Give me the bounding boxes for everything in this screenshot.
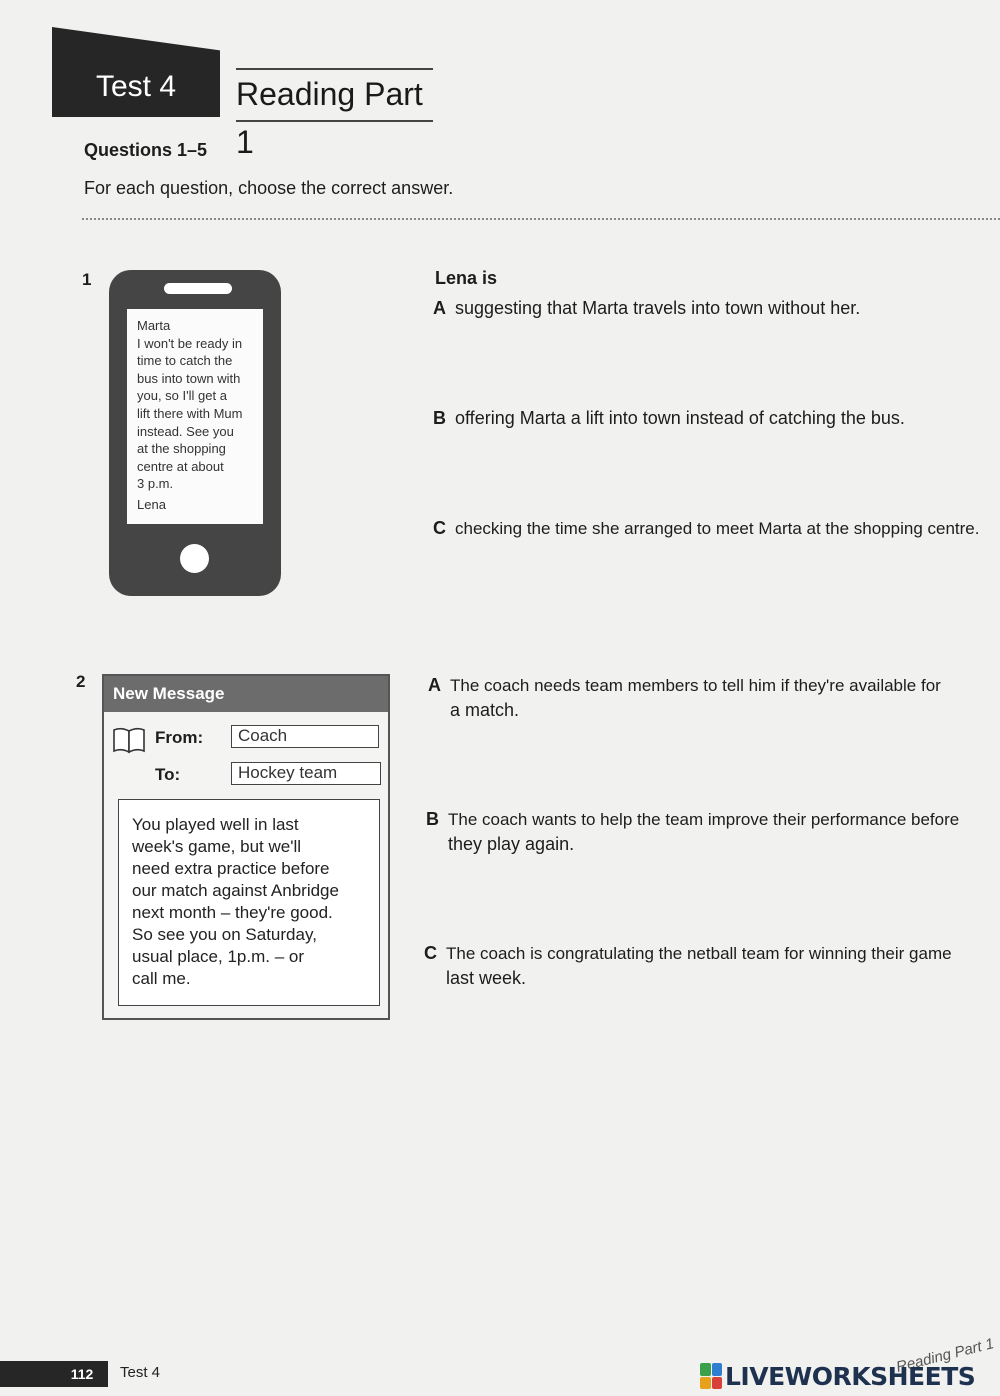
option-letter: C xyxy=(433,518,446,538)
page-number: 112 xyxy=(70,1366,94,1382)
phone-speaker xyxy=(164,283,232,294)
test-label: Test 4 xyxy=(95,70,177,103)
q2-option-b[interactable] xyxy=(426,807,998,856)
message-line: 3 p.m. xyxy=(137,476,174,492)
email-body-line: need extra practice before xyxy=(132,859,330,878)
message-line: at the shopping xyxy=(137,441,226,457)
email-body xyxy=(118,799,380,1006)
to-label: To: xyxy=(155,765,181,784)
option-letter: A xyxy=(433,298,446,318)
logo-letter-e xyxy=(712,1377,723,1390)
q1-option-c[interactable] xyxy=(433,516,979,541)
email-body-line: our match against Anbridge xyxy=(132,881,339,900)
footer-part-label: Reading Part 1 xyxy=(894,1335,996,1376)
question-1-stem: Lena is xyxy=(435,268,498,288)
logo-letter-v xyxy=(700,1377,711,1390)
option-text: suggesting that Marta travels into town without her. xyxy=(455,298,861,318)
q2-option-a[interactable] xyxy=(428,673,998,722)
q1-option-a[interactable] xyxy=(433,296,860,320)
option-text: offering Marta a lift into town instead of catching the bus. xyxy=(455,408,905,428)
option-letter: B xyxy=(433,408,446,428)
q1-option-b[interactable] xyxy=(433,406,905,430)
liveworksheets-logo-icon xyxy=(700,1363,722,1389)
email-body-line: usual place, 1p.m. – or xyxy=(132,947,304,966)
message-line: bus into town with xyxy=(137,370,241,386)
option-text-line1: The coach needs team members to tell him if they're available for xyxy=(450,676,941,695)
message-line: lift there with Mum xyxy=(137,405,243,421)
dotted-divider xyxy=(82,218,1000,220)
email-body-line: week's game, but we'll xyxy=(132,837,302,856)
email-body-line: next month – they're good. xyxy=(132,903,333,922)
to-field: Hockey team xyxy=(231,762,381,785)
from-label: From: xyxy=(155,728,204,747)
message-line: instead. See you xyxy=(137,423,234,439)
question-1-number: 1 xyxy=(82,270,92,289)
email-body-line: So see you on Saturday, xyxy=(132,925,317,944)
option-letter: A xyxy=(428,675,441,695)
q2-option-c[interactable] xyxy=(424,941,998,990)
part-title: Reading Part 1 xyxy=(236,68,433,122)
phone-message xyxy=(127,309,263,524)
email-titlebar: New Message xyxy=(104,676,388,712)
address-book-icon xyxy=(112,726,146,754)
message-line: you, so I'll get a xyxy=(137,388,227,404)
watermark-text: LIVEWORKSHEETS xyxy=(725,1361,976,1391)
email-body-line: You played well in last xyxy=(132,815,299,834)
question-2-number: 2 xyxy=(76,672,86,691)
footer-test-label: Test 4 xyxy=(120,1364,161,1381)
liveworksheets-watermark[interactable] xyxy=(700,1360,975,1392)
option-text-line2: last week. xyxy=(446,968,527,988)
option-letter: C xyxy=(424,943,437,963)
option-text-line1: The coach is congratulating the netball team for winning their game xyxy=(446,944,952,963)
from-field: Coach xyxy=(231,725,379,748)
message-line: Marta xyxy=(137,318,171,333)
phone-home-button xyxy=(180,544,209,573)
email-body-line: call me. xyxy=(132,969,191,988)
message-line: time to catch the xyxy=(137,353,233,369)
option-text-line2: they play again. xyxy=(448,834,575,854)
logo-letter-i xyxy=(712,1363,723,1376)
message-line: I won't be ready in xyxy=(137,335,243,351)
message-line: centre at about xyxy=(137,458,224,474)
option-letter: B xyxy=(426,809,439,829)
option-text-line2: a match. xyxy=(450,700,520,720)
logo-letter-l xyxy=(700,1363,711,1376)
instructions: For each question, choose the correct answer. xyxy=(84,178,454,198)
message-line: Lena xyxy=(137,496,166,512)
questions-heading: Questions 1–5 xyxy=(84,140,208,160)
option-text-line1: The coach wants to help the team improve their performance before xyxy=(448,810,960,829)
option-text: checking the time she arranged to meet Marta at the shopping centre. xyxy=(455,519,980,538)
